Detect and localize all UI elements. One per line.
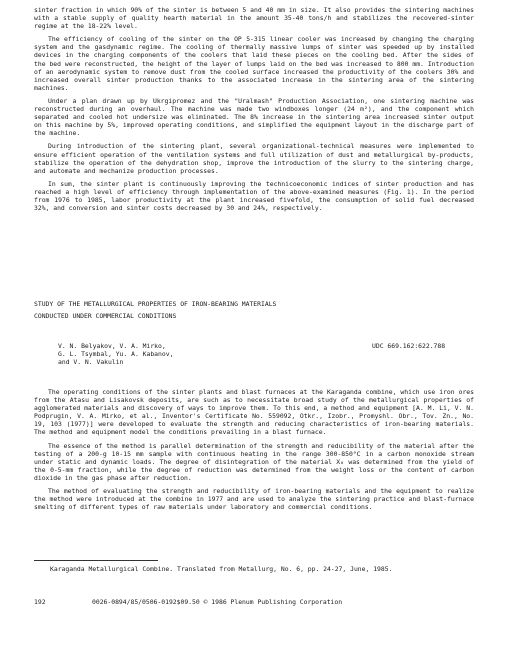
article-title xyxy=(34,300,474,320)
paragraph: The operating conditions of the sinter plants and blast furnaces at the Karaganda combine, which use iron ores from the Atasu and Lisakovsk deposits, are such as to necessitate broad study of the metallurgical properties of agglomerated materials and discovery of ways to improve them. To this end, a method and equipment [A. M. Li, V. N. Podprugin, V. A. Mirko, et al., Inventor's Certificate No. 559092, Otkr., Izobr., Promyshl. Obr., Tov. Zn., No. 19, 103 (1977)] were developed to evaluate the strength and reducing characteristics of iron-bearing materials. The method and equipment model the conditions prevailing in a blast furnace. xyxy=(34,388,474,437)
page-number: 192 xyxy=(34,598,46,606)
author-line: and V. N. Vakulin xyxy=(58,358,124,367)
udc-code: UDC 669.162:622.788 xyxy=(372,342,446,350)
paragraph: sinter fraction in which 90% of the sinter is between 5 and 40 mm in size. It also provides the sintering machines with a stable supply of quality hearth material in the amount 35-40 tons/h and stabilizes the recovered-sinter regime at the 18-22% level. xyxy=(34,6,474,31)
article-title-line: STUDY OF THE METALLURGICAL PROPERTIES OF IRON-BEARING MATERIALS xyxy=(34,300,277,308)
footnote-divider xyxy=(34,560,158,561)
author-line: G. L. Tsymbal, Yu. A. Kabanov, xyxy=(58,350,174,359)
top-text-column xyxy=(34,6,474,217)
paragraph: The efficiency of cooling of the sinter on the OP 5-315 linear cooler was increased by changing the charging system and the gasdynamic regime. The cooling of thermally massive lumps of sinter was speeded up by installed devices in the charging components of the coolers that laid these pieces on the cooling bed. After the sides of the bed were reconstructed, the height of the layer of lumps laid on the bed was increased to 800 mm. Introduction of an aerodynamic system to remove dust from the cooled surface increased the productivity of the coolers 30% and increased overall sinter production thanks to the associated increase in the sintering area of the sintering machines. xyxy=(34,35,474,92)
footnote: Karaganda Metallurgical Combine. Translated from Metallurg, No. 6, pp. 24-27, June, 1985. xyxy=(50,565,393,573)
author-list xyxy=(58,342,258,366)
author-line: V. N. Belyakov, V. A. Mirko, xyxy=(58,342,166,350)
article-title-line: CONDUCTED UNDER COMMERCIAL CONDITIONS xyxy=(34,312,177,321)
copyright-line: 0026-0894/85/0506-0192$09.50 © 1986 Plenum Publishing Corporation xyxy=(92,598,343,606)
bottom-text-column xyxy=(34,388,474,516)
paragraph: The essence of the method is parallel determination of the strength and reducibility of the material after the testing of a 200-g 10-15 mm sample with continuous heating in the range 300-850°C in a carbon monoxide stream under static and dynamic loads. The degree of disintegration of the material X₀ was determined from the yield of the 0-5-mm fraction, while the degree of reduction was determined from the weight loss or the content of carbon dioxide in the gas phase after reduction. xyxy=(34,441,474,482)
paragraph: In sum, the sinter plant is continuously improving the technicoeconomic indices of sinter production and has reached a high level of efficiency through implementation of the above-examined measures (Fig. 1). In the period from 1976 to 1985, labor productivity at the plant increased fivefold, the consumption of solid fuel decreased 32%, and conversion and sinter costs decreased by 30 and 24%, respectively. xyxy=(34,179,474,213)
paragraph: The method of evaluating the strength and reducibility of iron-bearing materials and the equipment to realize the method were introduced at the combine in 1977 and are used to analyze the sintering practice and blast-furnace smelting of different types of raw materials under laboratory and commercial conditions. xyxy=(34,487,474,512)
paragraph: During introduction of the sintering plant, several organizational-technical measures were implemented to ensure efficient operation of the ventilation systems and full utilization of dust and metallurgical by-products, stabilize the operation of the dehydration shop, improve the introduction of the slurry to the sintering charge, and automate and mechanize production processes. xyxy=(34,142,474,175)
paragraph: Under a plan drawn up by Ukrgipromez and the "Uralmash" Production Association, one sintering machine was reconstructed during an overhaul. The machine was made two windboxes longer (24 m²), and the component which separated and cooled hot undersize was eliminated. The 8% increase in the sintering area increased sinter output on this machine by 5%, improved operating conditions, and simplified the equipment layout in the discharge part of the machine. xyxy=(34,96,474,138)
